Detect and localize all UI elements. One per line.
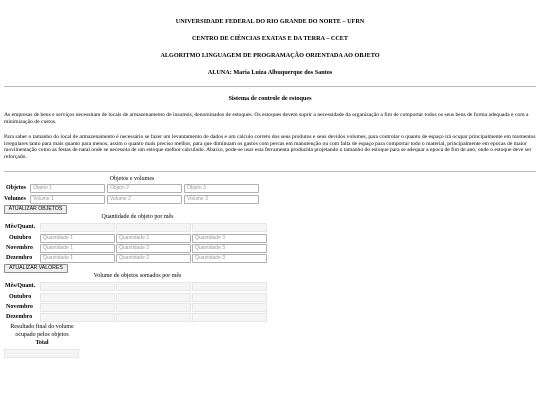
quantity-november-3-input[interactable]: Quantidade 3 [192, 244, 267, 253]
quantity-header-label: Mês/Quant. [5, 224, 36, 230]
student-name: ALUNA: Maria Luiza Albuquerque dos Santos [207, 69, 333, 76]
update-objects-button[interactable]: ATUALIZAR OBJETOS [4, 205, 67, 214]
quantity-december-2-input[interactable]: Quantidade 2 [116, 254, 191, 263]
result-caption-line-2: ocupado pelos objetos [15, 332, 69, 338]
quantity-october-2-input[interactable]: Quantidade 2 [116, 234, 191, 243]
volume-october-3-output [192, 293, 267, 302]
volume-december-3-output [192, 313, 267, 322]
volume-caption: Volume de objetos somados por mês [93, 273, 182, 279]
objects-label: Objetos [6, 185, 26, 191]
volume-november-1-output [40, 303, 115, 312]
quantity-header-cell-3 [192, 223, 267, 232]
divider-top [4, 86, 536, 87]
quantity-month-december: Dezembro [6, 255, 33, 261]
volume-december-2-output [116, 313, 191, 322]
intro-paragraph-2: Para saber o tamanho do local de armazenamento é necessário se fazer um levantamento de dados e um calculo correto dos seus produtos e seus devidos volumes, para controlar o quanto de espaço irá ocupar principalmente em momentos irregulares tanto para mais quanto para menos, assim o quanto mais preciso melhor, para que diminuam os gastos com percas em manutenção ou com falta de espaço para comportar todo o material, principalmente em epocas de maior movimentação como as festas de natal onde se necessita de um estoque melhor calculado. Abaixo, pode-se usar esta ferramenta produzida projetando o tamanho do estoque para se adequar a epoca de fim de ano, onde o estoque deve ser reforçado. [4, 134, 536, 160]
quantity-month-november: Novembro [6, 245, 33, 251]
intro-paragraph-1: As empresas de bens e serviços necessitam de locais de armazenamento de insumos, denominados de estoques. Os estoques devem suprir a necessidade da organização a fim de comportar todos os seus bens de forma adequada e com a minimização de custos. [4, 112, 529, 125]
quantity-header-cell-1 [40, 223, 115, 232]
update-values-button[interactable]: ATUALIZAR VALORES [4, 264, 68, 273]
quantity-month-october: Outubro [9, 235, 32, 241]
volume-december-1-output [40, 313, 115, 322]
quantity-october-1-input[interactable]: Quantidade 1 [40, 234, 115, 243]
volume-october-2-output [116, 293, 191, 302]
university-title: UNIVERSIDADE FEDERAL DO RIO GRANDE DO NORTE – UFRN [175, 18, 365, 25]
volume-october-1-output [40, 293, 115, 302]
total-label: Total [35, 340, 49, 346]
quantity-december-3-input[interactable]: Quantidade 3 [192, 254, 267, 263]
quantity-october-3-input[interactable]: Quantidade 3 [192, 234, 267, 243]
volume-month-november: Novembro [6, 304, 33, 310]
volume-november-3-output [192, 303, 267, 312]
volume-header-cell-2 [116, 282, 191, 291]
volume-header-label: Mês/Quant. [5, 283, 36, 289]
total-output [4, 349, 79, 358]
object-3-input[interactable]: Objeto 3 [184, 184, 259, 193]
divider-bottom [4, 171, 536, 172]
quantity-header-cell-2 [116, 223, 191, 232]
system-title: Sistema de controle de estoques [228, 95, 312, 102]
volume-1-input[interactable]: Volume 1 [30, 195, 105, 204]
volume-november-2-output [116, 303, 191, 312]
volume-2-input[interactable]: Volume 2 [107, 195, 182, 204]
quantity-november-1-input[interactable]: Quantidade 1 [40, 244, 115, 253]
volume-3-input[interactable]: Volume 3 [184, 195, 259, 204]
objects-caption: Objetos e volumes [109, 176, 155, 182]
object-1-input[interactable]: Objeto 1 [30, 184, 105, 193]
quantity-november-2-input[interactable]: Quantidade 2 [116, 244, 191, 253]
center-title: CENTRO DE CIÊNCIAS EXATAS E DA TERRA – CCET [191, 35, 349, 42]
volume-header-cell-3 [192, 282, 267, 291]
volume-month-october: Outubro [9, 294, 32, 300]
quantity-december-1-input[interactable]: Quantidade 1 [40, 254, 115, 263]
volume-month-december: Dezembro [6, 314, 33, 320]
course-title: ALGORITMO LINGUAGEM DE PROGRAMAÇÃO ORIENTADA AO OBJETO [160, 52, 380, 59]
volumes-label: Volumes [4, 196, 26, 202]
quantity-caption: Quantidade de objeto por mês [101, 214, 174, 220]
object-2-input[interactable]: Objeto 2 [107, 184, 182, 193]
result-caption-line-1: Resultado final do volume [10, 324, 74, 330]
volume-header-cell-1 [40, 282, 115, 291]
